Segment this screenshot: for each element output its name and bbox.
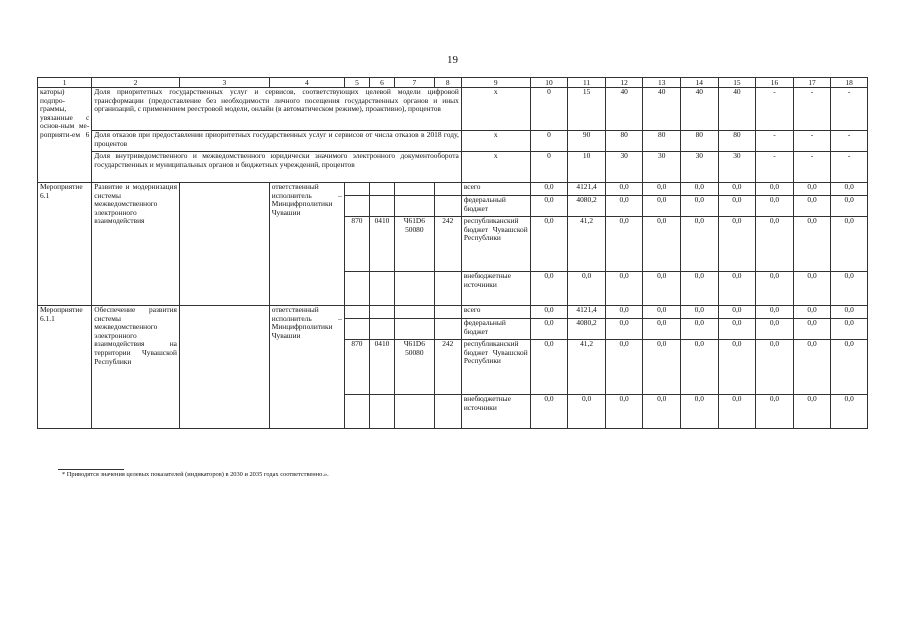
indicator-value: 40 [681,88,719,131]
funding-value: 0,0 [605,183,643,196]
funding-value: 0,0 [718,217,756,272]
funding-value: 0,0 [718,196,756,217]
funding-value: 0,0 [568,272,606,306]
indicators-label: каторы) подпро-граммы, увязанные с основ-ным ме-роприяти-ем 6 [38,88,92,183]
column-number: 6 [369,78,394,88]
funding-value: 0,0 [793,217,831,272]
funding-value: 0,0 [831,319,868,340]
indicator-value: 30 [605,152,643,183]
funding-value: 0,0 [530,217,568,272]
event-vr: 242 [434,217,461,272]
event-vr: 242 [434,340,461,395]
indicator-value: 30 [681,152,719,183]
empty-cell [395,183,435,196]
empty-cell [434,395,461,429]
indicator-value: - [831,152,868,183]
funding-value: 0,0 [756,340,794,395]
funding-value: 0,0 [643,217,681,272]
event-name: Обеспечение развития системы межведомственного электронного взаимодействия на территории Чувашской Республики [92,306,180,429]
funding-source: республиканский бюджет Чувашской Республики [461,217,530,272]
indicator-x: x [461,131,530,152]
funding-value: 0,0 [643,196,681,217]
funding-value: 0,0 [605,319,643,340]
funding-value: 0,0 [756,272,794,306]
empty-cell [369,319,394,340]
indicator-value: - [756,88,794,131]
funding-source: всего [461,183,530,196]
funding-value: 0,0 [605,306,643,319]
footnote: * Приводятся значения целевых показателей (индикаторов) в 2030 и 2035 годах соответственно.». [62,471,329,478]
event-label: Мероприятие 6.1 [38,183,92,306]
empty-cell [369,395,394,429]
funding-value: 0,0 [756,217,794,272]
indicator-value: 40 [643,88,681,131]
empty-cell [344,183,369,196]
column-number: 10 [530,78,568,88]
event-grbs: 870 [344,340,369,395]
funding-value: 4121,4 [568,306,606,319]
funding-value: 0,0 [831,217,868,272]
event-grbs: 870 [344,217,369,272]
funding-value: 0,0 [605,196,643,217]
funding-value: 0,0 [643,319,681,340]
funding-value: 0,0 [831,306,868,319]
footnote-divider [58,469,124,470]
indicator-text: Доля приоритетных государственных услуг и сервисов, соответствующих целевой модели цифровой трансформации (предоставление без необходимости личного посещения государственных органов и иных организаций, с применением реестровой модели, онлайн (в автоматическом режиме), проактивно), процентов [92,88,462,131]
empty-cell [179,306,269,429]
empty-cell [395,395,435,429]
empty-cell [434,196,461,217]
program-table [37,77,868,429]
empty-cell [269,395,344,429]
indicator-value: - [756,152,794,183]
funding-value: 0,0 [605,340,643,395]
indicator-row [38,152,868,183]
funding-source: внебюджетные источники [461,272,530,306]
empty-cell [344,319,369,340]
empty-cell [434,319,461,340]
event-executor: ответственный исполнитель – Минцифрполитики Чувашии [269,306,344,395]
event-name: Развитие и модернизация системы межведомственного электронного взаимодействия [92,183,180,306]
event-rzpr: 0410 [369,217,394,272]
empty-cell [344,306,369,319]
funding-value: 0,0 [793,272,831,306]
indicator-row [38,88,868,131]
funding-source: всего [461,306,530,319]
funding-value: 0,0 [793,395,831,429]
column-number: 5 [344,78,369,88]
empty-cell [369,272,394,306]
funding-value: 0,0 [530,319,568,340]
funding-value: 0,0 [681,217,719,272]
column-number: 12 [605,78,643,88]
indicator-value: 80 [605,131,643,152]
funding-value: 0,0 [605,217,643,272]
funding-value: 0,0 [793,196,831,217]
funding-source: республиканский бюджет Чувашской Республики [461,340,530,395]
funding-value: 0,0 [643,395,681,429]
empty-cell [344,272,369,306]
column-number: 1 [38,78,92,88]
funding-value: 0,0 [718,319,756,340]
empty-cell [395,319,435,340]
funding-value: 0,0 [756,306,794,319]
funding-value: 0,0 [568,395,606,429]
funding-value: 0,0 [530,196,568,217]
funding-value: 4080,2 [568,196,606,217]
indicator-value: - [793,131,831,152]
funding-value: 0,0 [793,319,831,340]
funding-row [38,306,868,319]
column-number: 15 [718,78,756,88]
funding-value: 0,0 [643,340,681,395]
funding-value: 0,0 [530,340,568,395]
funding-value: 0,0 [718,183,756,196]
funding-value: 0,0 [718,306,756,319]
indicator-value: 40 [718,88,756,131]
indicator-x: x [461,152,530,183]
column-number: 18 [831,78,868,88]
funding-value: 0,0 [530,306,568,319]
funding-value: 0,0 [793,306,831,319]
funding-value: 0,0 [756,196,794,217]
funding-value: 0,0 [831,196,868,217]
event-rzpr: 0410 [369,340,394,395]
funding-value: 0,0 [643,306,681,319]
event-csr: Ч61D6 50080 [395,340,435,395]
empty-cell [395,272,435,306]
funding-value: 0,0 [643,183,681,196]
empty-cell [344,395,369,429]
column-number: 4 [269,78,344,88]
column-number: 8 [434,78,461,88]
empty-cell [434,306,461,319]
indicator-value: 80 [643,131,681,152]
indicator-value: 10 [568,152,606,183]
funding-value: 0,0 [756,319,794,340]
indicator-value: 30 [718,152,756,183]
event-executor: ответственный исполнитель – Минцифрполитики Чувашии [269,183,344,272]
funding-value: 0,0 [530,183,568,196]
empty-cell [369,196,394,217]
indicator-value: - [793,88,831,131]
indicator-value: 0 [530,131,568,152]
funding-value: 0,0 [831,272,868,306]
indicator-value: 40 [605,88,643,131]
column-number: 14 [681,78,719,88]
empty-cell [369,183,394,196]
column-number: 3 [179,78,269,88]
indicator-text: Доля внутриведомственного и межведомственного юридически значимого электронного документооборота государственных и муниципальных органов и бюджетных учреждений, процентов [92,152,462,183]
indicator-value: 80 [681,131,719,152]
indicator-value: - [793,152,831,183]
funding-value: 0,0 [530,272,568,306]
indicator-value: 30 [643,152,681,183]
indicator-value: 80 [718,131,756,152]
indicator-value: - [831,88,868,131]
indicator-value: 90 [568,131,606,152]
empty-cell [179,183,269,306]
column-number: 2 [92,78,180,88]
event-label: Мероприятие 6.1.1 [38,306,92,429]
funding-value: 41,2 [568,217,606,272]
funding-value: 4121,4 [568,183,606,196]
empty-cell [344,196,369,217]
empty-cell [434,183,461,196]
column-number-row [38,78,868,88]
empty-cell [395,196,435,217]
indicator-value: 15 [568,88,606,131]
funding-value: 0,0 [756,395,794,429]
funding-value: 0,0 [793,183,831,196]
funding-value: 0,0 [756,183,794,196]
event-csr: Ч61D6 50080 [395,217,435,272]
funding-value: 0,0 [831,340,868,395]
column-number: 9 [461,78,530,88]
indicator-row [38,131,868,152]
indicator-value: - [831,131,868,152]
page-number: 19 [447,54,458,66]
indicator-value: 0 [530,88,568,131]
column-number: 13 [643,78,681,88]
empty-cell [434,272,461,306]
funding-value: 0,0 [530,395,568,429]
column-number: 17 [793,78,831,88]
column-number: 7 [395,78,435,88]
empty-cell [395,306,435,319]
funding-value: 0,0 [681,306,719,319]
indicator-text: Доля отказов при предоставлении приоритетных государственных услуг и сервисов от числа отказов в 2018 году, процентов [92,131,462,152]
funding-value: 4080,2 [568,319,606,340]
indicator-value: 0 [530,152,568,183]
column-number: 16 [756,78,794,88]
funding-value: 0,0 [718,395,756,429]
funding-value: 0,0 [681,340,719,395]
funding-row [38,183,868,196]
funding-value: 0,0 [793,340,831,395]
empty-cell [269,272,344,306]
funding-source: внебюджетные источники [461,395,530,429]
funding-value: 41,2 [568,340,606,395]
funding-value: 0,0 [605,272,643,306]
empty-cell [369,306,394,319]
funding-value: 0,0 [718,272,756,306]
indicator-x: x [461,88,530,131]
column-number: 11 [568,78,606,88]
indicator-value: - [756,131,794,152]
funding-value: 0,0 [643,272,681,306]
funding-value: 0,0 [681,272,719,306]
funding-value: 0,0 [831,395,868,429]
funding-value: 0,0 [831,183,868,196]
funding-source: федеральный бюджет [461,319,530,340]
funding-value: 0,0 [681,319,719,340]
funding-value: 0,0 [681,183,719,196]
funding-value: 0,0 [681,395,719,429]
funding-value: 0,0 [681,196,719,217]
funding-value: 0,0 [605,395,643,429]
funding-source: федеральный бюджет [461,196,530,217]
funding-value: 0,0 [718,340,756,395]
